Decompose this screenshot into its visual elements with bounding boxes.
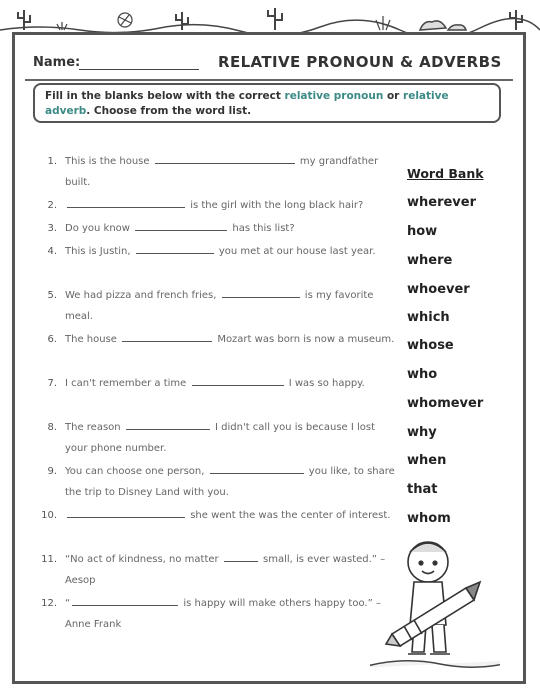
tumbleweed-icon bbox=[118, 13, 132, 27]
answer-blank[interactable] bbox=[224, 552, 258, 562]
question-text: Mozart was born is now a museum. bbox=[217, 334, 395, 345]
answer-blank[interactable] bbox=[222, 288, 300, 298]
question-number: 3. bbox=[47, 223, 57, 234]
question-text: “No act of kindness, no matter bbox=[65, 554, 219, 565]
question-text: This is the house bbox=[65, 156, 150, 167]
answer-blank[interactable] bbox=[72, 596, 178, 606]
word-bank-item: whomever bbox=[407, 396, 484, 411]
question-number: 12. bbox=[41, 598, 57, 609]
question-text: The house bbox=[65, 334, 117, 345]
instructions-highlight: relative pronoun bbox=[284, 90, 384, 102]
question-text: Do you know bbox=[65, 223, 130, 234]
word-bank-item: when bbox=[407, 453, 447, 468]
question-text: my grandfather built. bbox=[65, 156, 379, 188]
word-bank-item: why bbox=[407, 425, 437, 440]
word-bank-item: whom bbox=[407, 511, 451, 526]
word-bank-item: that bbox=[407, 482, 438, 497]
answer-blank[interactable] bbox=[126, 420, 210, 430]
word-bank-item: wherever bbox=[407, 195, 477, 210]
question-number: 9. bbox=[47, 466, 57, 477]
question-text: is my favorite meal. bbox=[65, 290, 374, 322]
question-number: 8. bbox=[47, 422, 57, 433]
rock-icon bbox=[420, 21, 466, 30]
question-number: 4. bbox=[47, 246, 57, 257]
answer-blank[interactable] bbox=[155, 154, 295, 164]
question-text: I didn't call you is because I lost your phone number. bbox=[65, 422, 376, 454]
question-text: This is Justin, bbox=[65, 246, 131, 257]
question-text: has this list? bbox=[232, 223, 295, 234]
question-text: The reason bbox=[65, 422, 121, 433]
kid-with-pencil-illustration bbox=[370, 530, 500, 680]
question-number: 10. bbox=[41, 510, 57, 521]
question-number: 2. bbox=[47, 200, 57, 211]
name-label: Name: bbox=[33, 55, 81, 70]
word-bank-item: whose bbox=[407, 338, 454, 353]
question-text: You can choose one person, bbox=[65, 466, 205, 477]
word-bank-item: who bbox=[407, 367, 438, 382]
question-text: I can't remember a time bbox=[65, 378, 187, 389]
cactus-icon bbox=[268, 8, 282, 30]
instructions-text: or bbox=[383, 90, 404, 102]
answer-blank[interactable] bbox=[210, 464, 304, 474]
question-text: “ bbox=[65, 598, 71, 609]
cactus-icon bbox=[176, 12, 188, 30]
cactus-icon bbox=[510, 10, 522, 30]
question-text: I was so happy. bbox=[288, 378, 365, 389]
question-number: 11. bbox=[41, 554, 57, 565]
question-text: is happy will make others happy too.” – Anne Frank bbox=[65, 598, 381, 630]
answer-blank[interactable] bbox=[67, 508, 185, 518]
question-text: small, is ever wasted.” – Aesop bbox=[65, 554, 386, 586]
word-bank-item: where bbox=[407, 253, 453, 268]
worksheet-header bbox=[33, 53, 515, 77]
name-blank[interactable] bbox=[79, 69, 199, 70]
question-text: you met at our house last year. bbox=[218, 246, 376, 257]
word-bank-item: how bbox=[407, 224, 438, 239]
instructions-box bbox=[33, 83, 501, 123]
header-divider bbox=[25, 79, 513, 81]
question-number: 5. bbox=[47, 290, 57, 301]
question-text: is the girl with the long black hair? bbox=[190, 200, 364, 211]
instructions-text: . Choose from the word list. bbox=[86, 105, 252, 117]
question-number: 6. bbox=[47, 334, 57, 345]
answer-blank[interactable] bbox=[136, 244, 214, 254]
answer-blank[interactable] bbox=[192, 376, 284, 386]
instructions-text: Fill in the blanks below with the correct bbox=[45, 90, 285, 102]
worksheet-title: RELATIVE PRONOUN & ADVERBS bbox=[218, 53, 502, 71]
question-text: she went the was the center of interest. bbox=[190, 510, 391, 521]
answer-blank[interactable] bbox=[122, 332, 212, 342]
question-text: you like, to share the trip to Disney Land with you. bbox=[65, 466, 395, 498]
word-bank-title: Word Bank bbox=[407, 166, 484, 181]
word-bank-item: whoever bbox=[407, 282, 470, 297]
answer-blank[interactable] bbox=[135, 221, 227, 231]
instructions-highlight: relative adverb bbox=[45, 90, 449, 117]
answer-blank[interactable] bbox=[67, 198, 185, 208]
question-number: 7. bbox=[47, 378, 57, 389]
question-number: 1. bbox=[47, 156, 57, 167]
word-bank-item: which bbox=[407, 310, 450, 325]
question-text: We had pizza and french fries, bbox=[65, 290, 217, 301]
